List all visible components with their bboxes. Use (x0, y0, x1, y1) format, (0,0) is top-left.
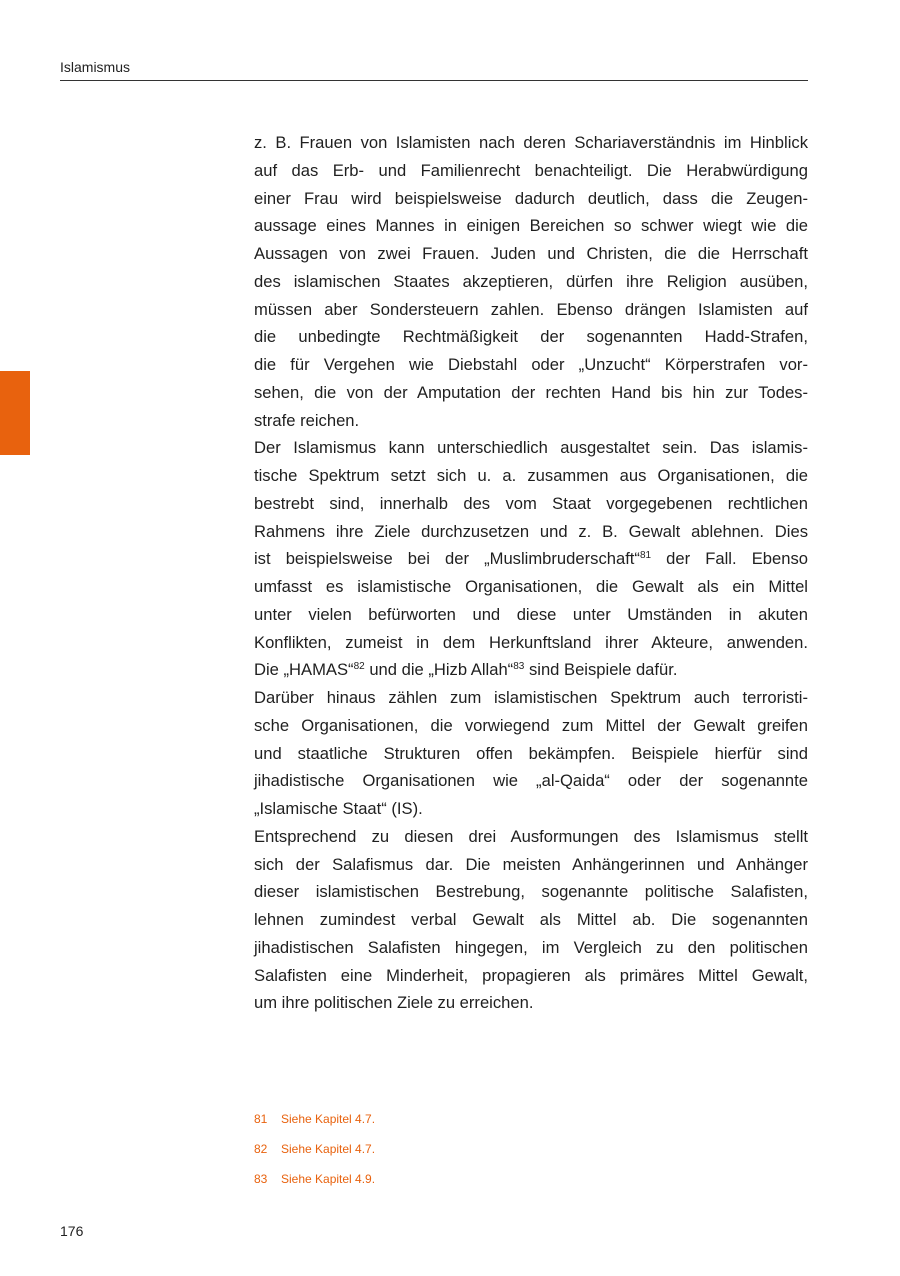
text-line: die für Vergehen wie Diebstahl oder „Unzucht“ Körperstrafen vor- (254, 355, 808, 374)
footnote-number: 81 (254, 1112, 268, 1126)
text-line: umfasst es islamistische Organisationen, die Gewalt als ein Mittel (254, 577, 808, 596)
footnote-text: Siehe Kapitel 4.9. (281, 1172, 376, 1186)
footnote-83 (254, 1164, 375, 1194)
body-text (254, 129, 808, 1017)
footnote-ref-82: 82 (353, 661, 365, 673)
text-line: Rahmens ihre Ziele durchzusetzen und z. B. Gewalt ablehnen. Dies (254, 521, 808, 541)
chapter-side-tab (0, 371, 30, 455)
text-segment: der Fall. Ebenso (651, 549, 808, 569)
paragraph-3 (254, 684, 808, 823)
text-line: und staatliche Strukturen offen bekämpfen. Beispiele hierfür sind (254, 743, 808, 763)
text-line: sche Organisationen, die vorwiegend zum Mittel der Gewalt greifen (254, 715, 808, 735)
header-rule (60, 80, 808, 81)
text-line: aussage eines Mannes in einigen Bereichen so schwer wiegt wie die (254, 216, 808, 236)
footnote-number: 82 (254, 1142, 268, 1156)
paragraph-1 (254, 129, 808, 434)
text-line: auf das Erb- und Familienrecht benachteiligt. Die Herabwürdigung (254, 160, 808, 180)
footnotes (254, 1104, 375, 1194)
text-line: müssen aber Sondersteuern zahlen. Ebenso drängen Islamisten auf (254, 299, 808, 319)
paragraph-4 (254, 823, 808, 1017)
text-line: „Islamische Staat“ (IS). (254, 799, 423, 818)
text-line: strafe reichen. (254, 410, 360, 430)
text-segment: Die „HAMAS“ (254, 660, 354, 680)
footnote-ref-81: 81 (639, 550, 652, 562)
text-line: z. B. Frauen von Islamisten nach deren Schariaverständnis im Hinblick (254, 133, 808, 152)
footnote-ref-83: 83 (513, 661, 525, 673)
text-segment: sind Beispiele dafür. (524, 660, 678, 680)
text-line: Darüber hinaus zählen zum islamistischen Spektrum auch terroristi- (254, 688, 808, 707)
text-line: bestrebt sind, innerhalb des vom Staat vorgegebenen rechtlichen (254, 493, 808, 513)
text-line: lehnen zumindest verbal Gewalt als Mittel ab. Die sogenannten (254, 910, 808, 929)
text-line: Aussagen von zwei Frauen. Juden und Christen, die die Herrschaft (254, 244, 808, 263)
text-line: Konflikten, zumeist in dem Herkunftsland ihrer Akteure, anwenden. (254, 632, 808, 652)
text-segment: und die „Hizb Allah“ (364, 660, 514, 680)
text-line: sich der Salafismus dar. Die meisten Anhängerinnen und Anhänger (254, 854, 808, 874)
text-line (254, 545, 808, 573)
text-line: Der Islamismus kann unterschiedlich ausgestaltet sein. Das islamis- (254, 438, 808, 458)
text-line: dieser islamistischen Bestrebung, sogenannte politische Salafisten, (254, 882, 808, 902)
footnote-text: Siehe Kapitel 4.7. (281, 1112, 376, 1126)
text-line: um ihre politischen Ziele zu erreichen. (254, 993, 534, 1013)
text-segment: ist beispielsweise bei der „Muslimbruderschaft“ (254, 549, 640, 569)
text-line: Salafisten eine Minderheit, propagieren als primäres Mittel Gewalt, (254, 965, 808, 985)
text-line: Entsprechend zu diesen drei Ausformungen des Islamismus stellt (254, 826, 808, 846)
text-line: des islamischen Staates akzeptieren, dürfen ihre Religion ausüben, (254, 271, 808, 291)
footnote-81 (254, 1104, 375, 1134)
footnote-82 (254, 1134, 375, 1164)
paragraph-2 (254, 434, 808, 684)
text-line: die unbedingte Rechtmäßigkeit der sogenannten Hadd-Strafen, (254, 327, 808, 347)
text-line: unter vielen befürworten und diese unter Umständen in akuten (254, 604, 808, 624)
text-line: jihadistische Organisationen wie „al-Qaida“ oder der sogenannte (254, 771, 808, 791)
footnote-number: 83 (254, 1172, 268, 1186)
page-number: 176 (60, 1223, 84, 1239)
text-line: tische Spektrum setzt sich u. a. zusammen aus Organisationen, die (254, 466, 808, 485)
text-line: einer Frau wird beispielsweise dadurch deutlich, dass die Zeugen- (254, 188, 808, 208)
text-line: sehen, die von der Amputation der rechten Hand bis hin zur Todes- (254, 382, 808, 402)
running-header: Islamismus (60, 59, 131, 75)
text-line (254, 656, 808, 684)
text-line: jihadistischen Salafisten hingegen, im Vergleich zu den politischen (254, 937, 808, 957)
footnote-text: Siehe Kapitel 4.7. (281, 1142, 376, 1156)
